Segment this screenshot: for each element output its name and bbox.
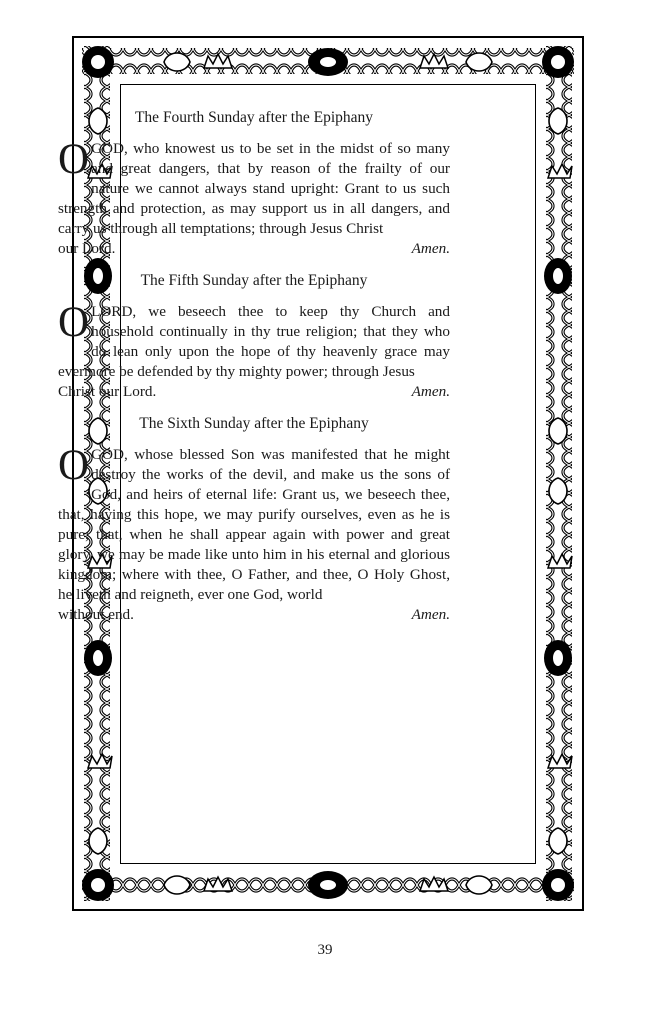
collect-last-line — [58, 382, 450, 402]
collect-body: GOD, who knowest us to be set in the midst of so many and great dangers, that by reason of the frailty of our nature we cannot always stand upright: Grant to us such strength and protection, as may support us in all dangers, and carry us through all temptations; through Jesus Christ — [58, 140, 450, 237]
amen-label: Amen. — [411, 606, 450, 623]
collect-heading: The Fifth Sunday after the Epiphany — [140, 272, 368, 289]
collect-body: GOD, whose blessed Son was manifested that he might destroy the works of the devil, and make us the sons of God, and heirs of eternal life: Grant us, we beseech thee, that, having this hope, we may purify ourselves, even as he is pure; that, when he shall appear again with power and great glory, we may be made like unto him in his eternal and glorious kingdom; where with thee, O Father, and thee, O Holy Ghost, he liveth and reigneth, ever one God, world — [58, 446, 450, 603]
collect-closing: our Lord. — [58, 240, 116, 257]
collect-last-line — [58, 605, 450, 625]
collect-text — [58, 136, 450, 259]
drop-cap: O — [58, 299, 90, 346]
collect-heading: The Sixth Sunday after the Epiphany — [139, 415, 369, 432]
drop-cap: O — [58, 136, 90, 183]
collect-fifth-sunday — [58, 271, 450, 402]
collect-text — [58, 299, 450, 402]
amen-label: Amen. — [411, 240, 450, 257]
collect-closing: Christ our Lord. — [58, 383, 157, 400]
drop-cap: O — [58, 442, 90, 489]
collect-fourth-sunday — [58, 108, 450, 259]
collect-last-line — [58, 239, 450, 259]
collect-text — [58, 442, 450, 625]
amen-label: Amen. — [411, 383, 450, 400]
collect-heading: The Fourth Sunday after the Epiphany — [134, 109, 374, 126]
collects-content — [58, 108, 450, 637]
collect-body: LORD, we beseech thee to keep thy Church and household continually in thy true religion; that they who do lean only upon the hope of thy heavenly grace may evermore be defended by thy mighty power; through Jesus — [58, 303, 450, 380]
collect-sixth-sunday — [58, 414, 450, 625]
page-number: 39 — [317, 942, 333, 958]
collect-closing: without end. — [58, 606, 134, 623]
